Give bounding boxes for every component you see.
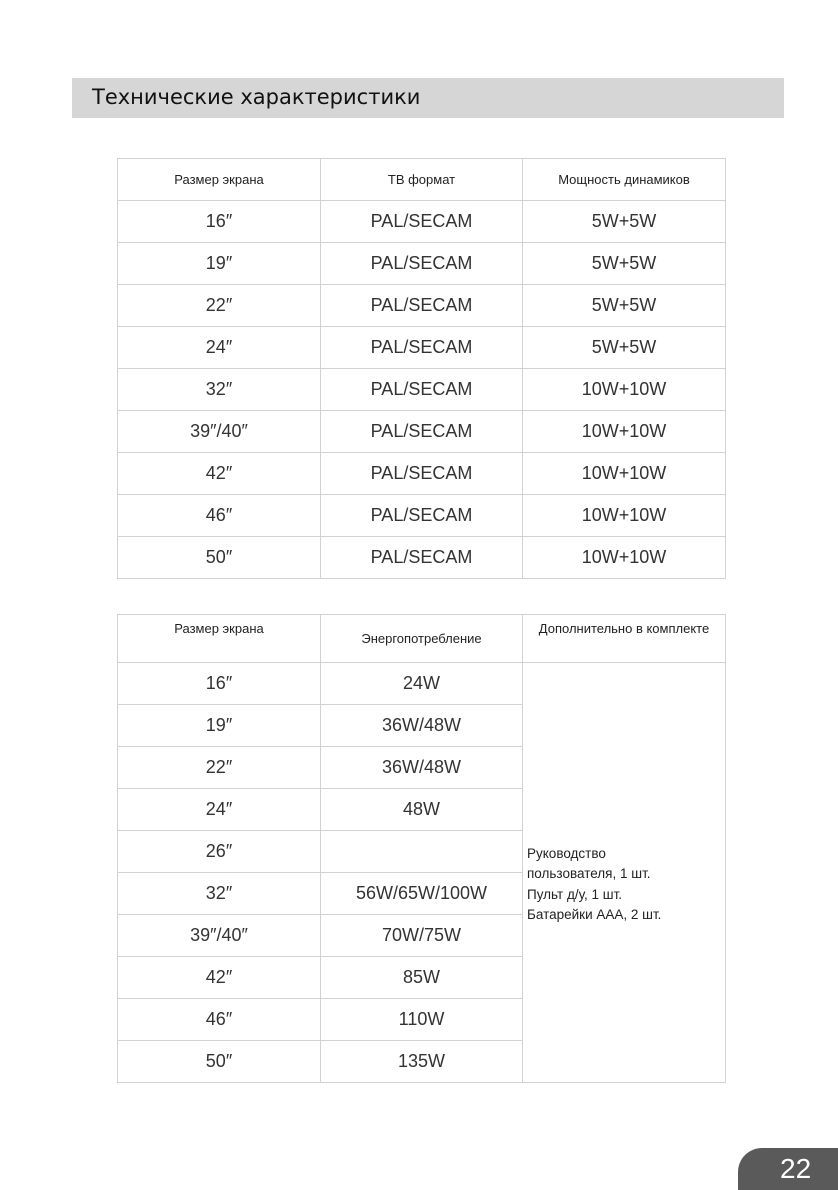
power-consumption-cell: 56W/65W/100W (321, 873, 523, 915)
table-row (118, 411, 726, 453)
table-row (118, 495, 726, 537)
speaker-power-cell: 10W+10W (523, 411, 726, 453)
power-consumption-cell: 110W (321, 999, 523, 1041)
page-number: 22 (780, 1153, 812, 1184)
speaker-power-cell: 10W+10W (523, 453, 726, 495)
accessory-line: Батарейки ААА, 2 шт. (527, 906, 662, 922)
table-row (118, 327, 726, 369)
column-header: Энергопотребление (321, 615, 523, 663)
power-consumption-cell: 70W/75W (321, 915, 523, 957)
tv-format-cell: PAL/SECAM (321, 243, 523, 285)
accessory-line: Пульт д/у, 1 шт. (527, 886, 623, 902)
table-row (118, 453, 726, 495)
power-consumption-cell: 36W/48W (321, 747, 523, 789)
speaker-power-cell: 5W+5W (523, 327, 726, 369)
power-consumption-cell (321, 831, 523, 873)
table-header-row (118, 615, 726, 663)
table-row (118, 537, 726, 579)
column-header: Размер экрана (118, 615, 321, 663)
screen-size-cell: 19″ (118, 705, 321, 747)
tv-format-cell: PAL/SECAM (321, 201, 523, 243)
screen-size-cell: 50″ (118, 1041, 321, 1083)
table-row (118, 369, 726, 411)
screen-size-cell: 24″ (118, 789, 321, 831)
tv-format-cell: PAL/SECAM (321, 495, 523, 537)
speaker-power-cell: 5W+5W (523, 201, 726, 243)
power-consumption-cell: 48W (321, 789, 523, 831)
table-header-row (118, 159, 726, 201)
spec-table-power (117, 614, 726, 1083)
tv-format-cell: PAL/SECAM (321, 369, 523, 411)
screen-size-cell: 24″ (118, 327, 321, 369)
tv-format-cell: PAL/SECAM (321, 537, 523, 579)
speaker-power-cell: 5W+5W (523, 285, 726, 327)
screen-size-cell: 32″ (118, 873, 321, 915)
speaker-power-cell: 10W+10W (523, 495, 726, 537)
spec-table-format (117, 158, 726, 579)
screen-size-cell: 16″ (118, 201, 321, 243)
table-row (118, 663, 726, 705)
accessory-line: пользователя, 1 шт. (527, 866, 651, 882)
column-header: Мощность динамиков (523, 159, 726, 201)
tv-format-cell: PAL/SECAM (321, 453, 523, 495)
tv-format-cell: PAL/SECAM (321, 285, 523, 327)
table-row (118, 285, 726, 327)
column-header: Дополнительно в комплекте (523, 615, 726, 663)
included-accessories-cell (523, 663, 726, 1083)
power-consumption-cell: 36W/48W (321, 705, 523, 747)
power-consumption-cell: 85W (321, 957, 523, 999)
column-header: Размер экрана (118, 159, 321, 201)
screen-size-cell: 46″ (118, 495, 321, 537)
table-row (118, 243, 726, 285)
screen-size-cell: 19″ (118, 243, 321, 285)
screen-size-cell: 42″ (118, 453, 321, 495)
table-row (118, 201, 726, 243)
tv-format-cell: PAL/SECAM (321, 327, 523, 369)
screen-size-cell: 39″/40″ (118, 915, 321, 957)
screen-size-cell: 26″ (118, 831, 321, 873)
screen-size-cell: 42″ (118, 957, 321, 999)
screen-size-cell: 22″ (118, 747, 321, 789)
section-header-bar (72, 78, 784, 118)
power-consumption-cell: 135W (321, 1041, 523, 1083)
accessory-line: Руководство (527, 846, 606, 861)
section-title: Технические характеристики (92, 85, 421, 109)
screen-size-cell: 32″ (118, 369, 321, 411)
screen-size-cell: 39″/40″ (118, 411, 321, 453)
screen-size-cell: 46″ (118, 999, 321, 1041)
column-header: ТВ формат (321, 159, 523, 201)
screen-size-cell: 16″ (118, 663, 321, 705)
speaker-power-cell: 5W+5W (523, 243, 726, 285)
speaker-power-cell: 10W+10W (523, 537, 726, 579)
power-consumption-cell: 24W (321, 663, 523, 705)
screen-size-cell: 50″ (118, 537, 321, 579)
speaker-power-cell: 10W+10W (523, 369, 726, 411)
tv-format-cell: PAL/SECAM (321, 411, 523, 453)
screen-size-cell: 22″ (118, 285, 321, 327)
